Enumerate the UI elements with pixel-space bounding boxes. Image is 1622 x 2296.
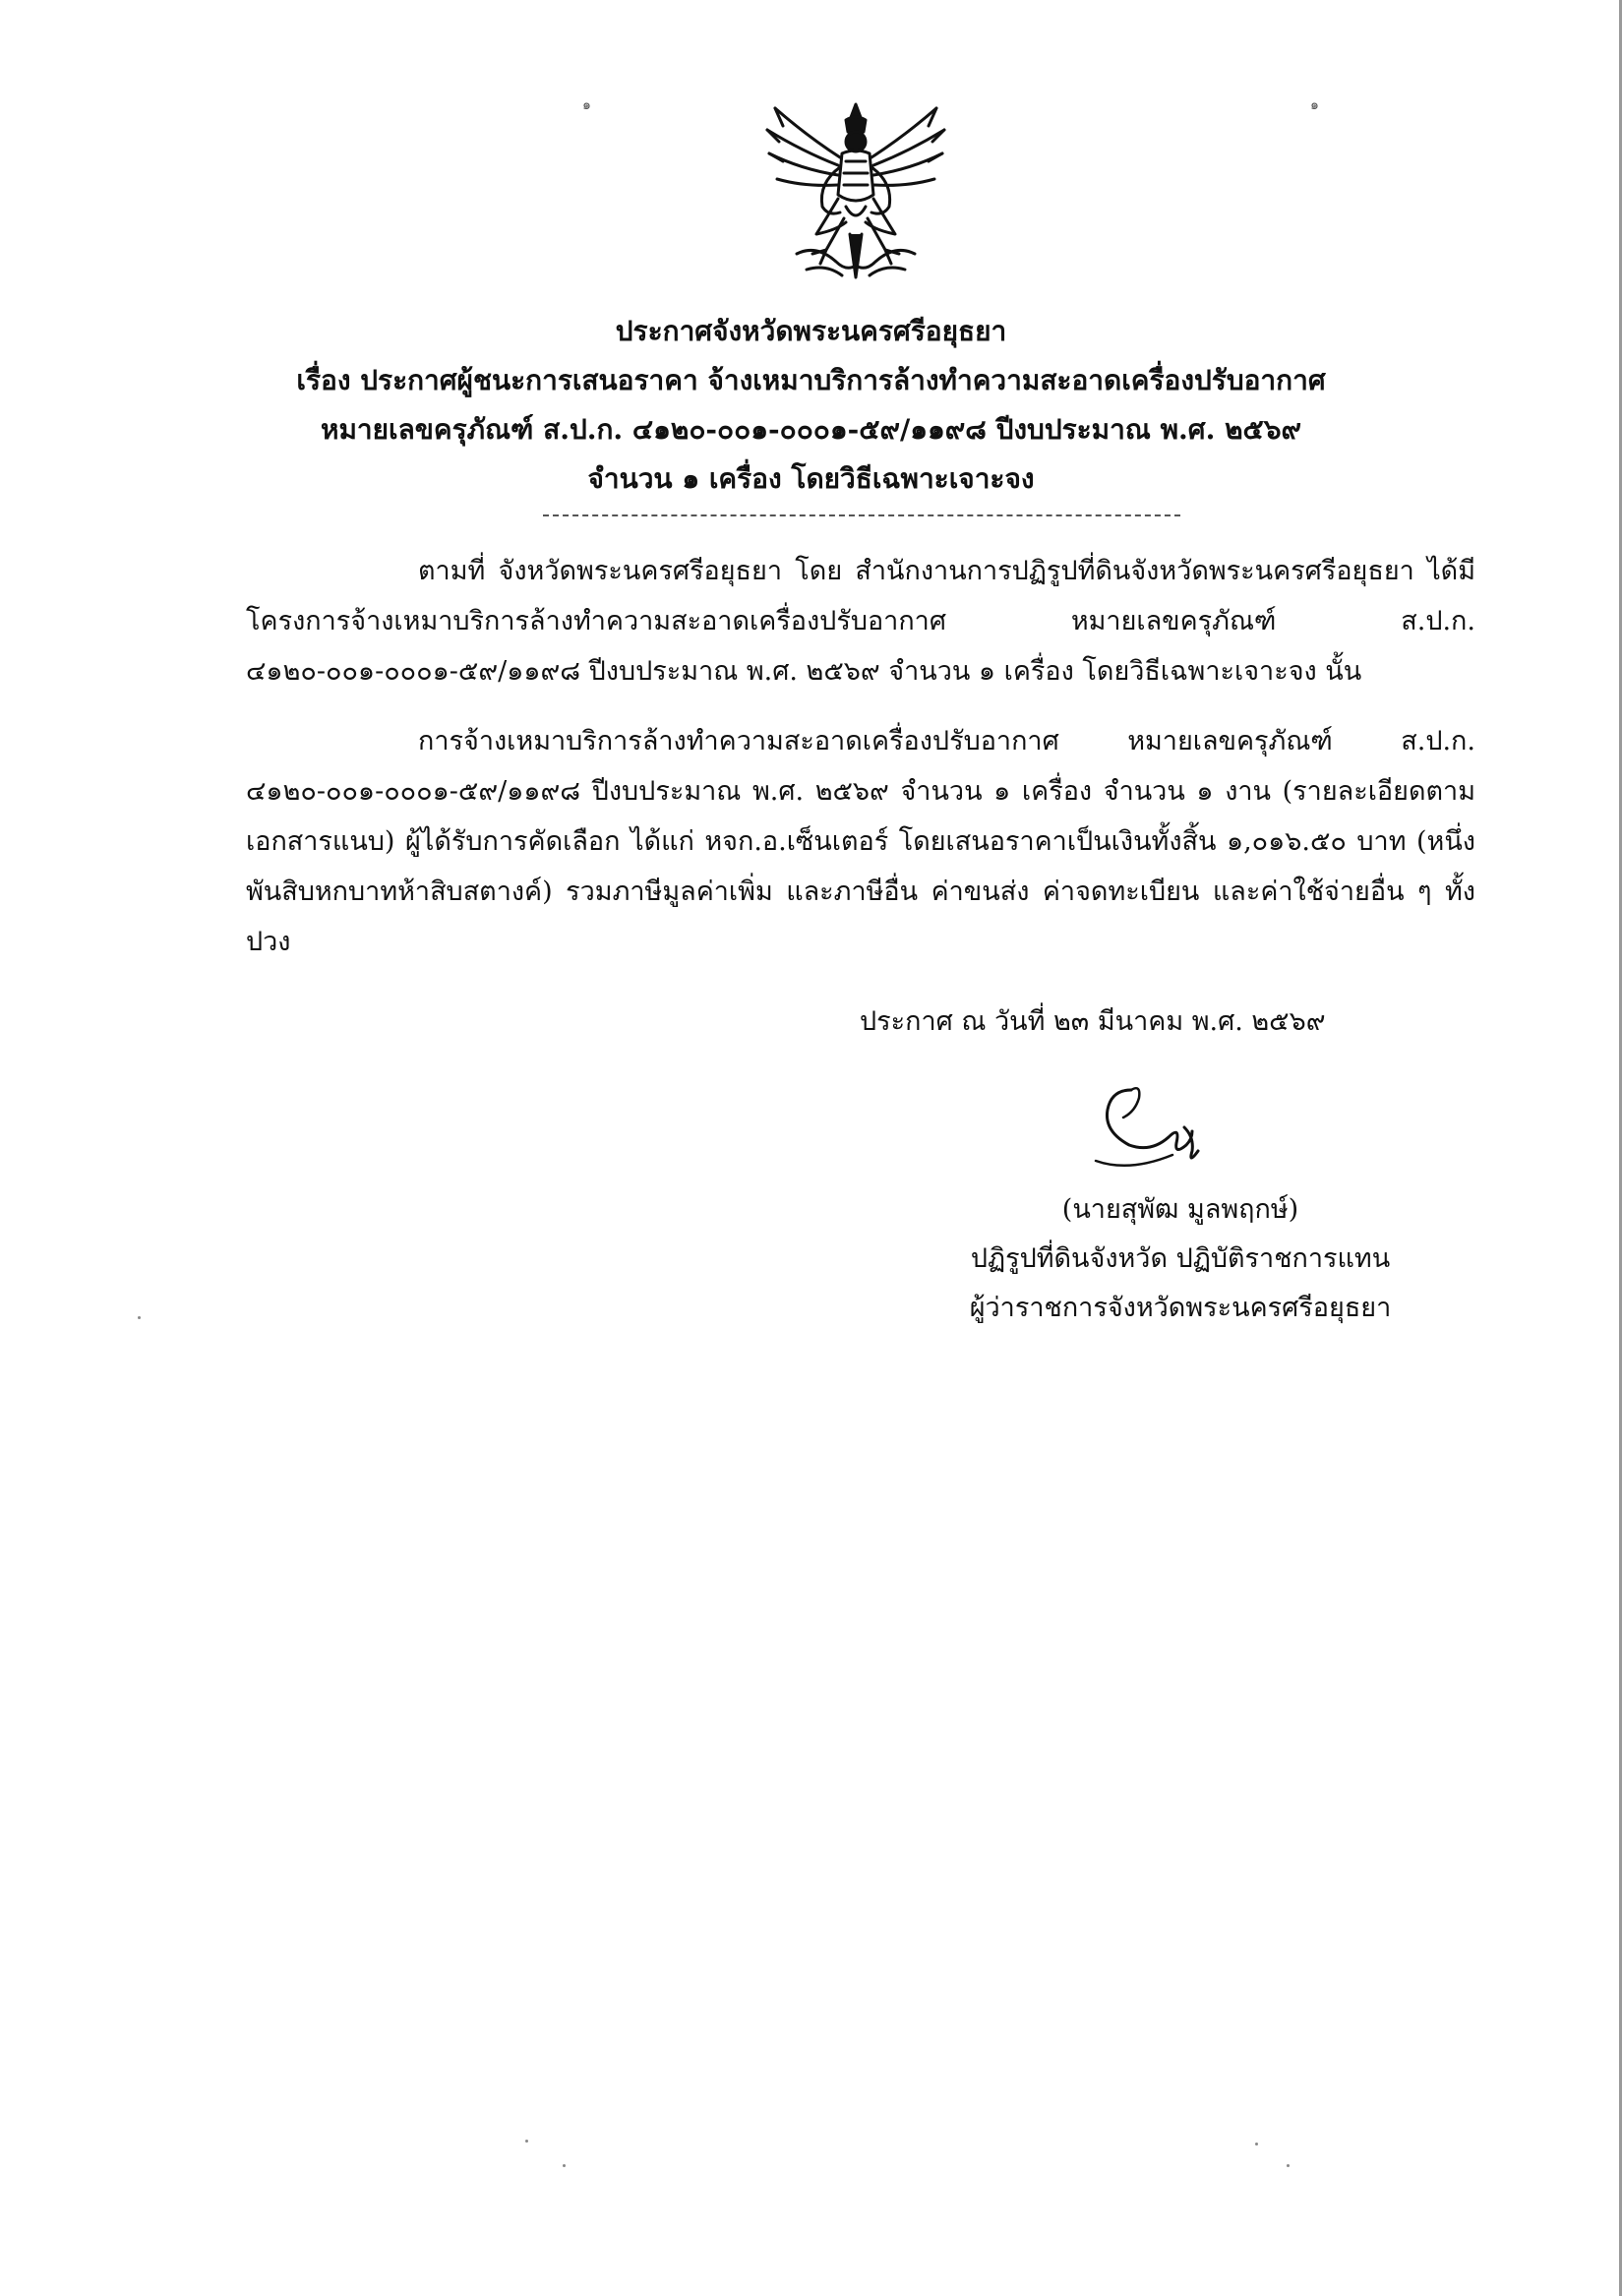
scan-speck xyxy=(138,1316,141,1319)
scan-speck xyxy=(1255,2143,1258,2145)
signatory-position: ปฏิรูปที่ดินจังหวัด ปฏิบัติราชการแทน xyxy=(970,1243,1391,1274)
body-paragraph-2: การจ้างเหมาบริการล้างทำความสะอาดเครื่องปรับอากาศ หมายเลขครุภัณฑ์ ส.ป.ก. ๔๑๒๐-๐๐๑-๐๐๐๑-๕๙/๑๑๙๘ ปีงบประมาณ พ.ศ. ๒๕๖๙ จำนวน ๑ เครื่อง จำนวน ๑ งาน (รายละเอียดตามเอกสารแนบ) ผู้ได้รับการคัดเลือก ได้แก่ หจก.อ.เซ็นเตอร์ โดยเสนอราคาเป็นเงินทั้งสิ้น ๑,๐๑๖.๕๐ บาท (หนึ่งพันสิบหกบาทห้าสิบสตางค์) รวมภาษีมูลค่าเพิ่ม และภาษีอื่น ค่าขนส่ง ค่าจดทะเบียน และค่าใช้จ่ายอื่น ๆ ทั้งปวง xyxy=(246,726,1475,957)
page-mark-left: ๑ xyxy=(582,97,591,113)
header-subject: เรื่อง ประกาศผู้ชนะการเสนอราคา จ้างเหมาบริการล้างทำความสะอาดเครื่องปรับอากาศ xyxy=(296,364,1326,396)
page-mark-right: ๑ xyxy=(1310,97,1319,113)
signatory-name: (นายสุพัฒ มูลพฤกษ์) xyxy=(1061,1194,1299,1225)
scan-speck xyxy=(1287,2164,1290,2167)
header-title: ประกาศจังหวัดพระนครศรีอยุธยา xyxy=(615,315,1007,347)
announcement-body xyxy=(246,546,1475,987)
scan-speck xyxy=(525,2140,528,2143)
body-paragraph-1: ตามที่ จังหวัดพระนครศรีอยุธยา โดย สำนักงานการปฏิรูปที่ดินจังหวัดพระนครศรีอยุธยา ได้มีโครงการจ้างเหมาบริการล้างทำความสะอาดเครื่องปรับอากาศ หมายเลขครุภัณฑ์ ส.ป.ก. ๔๑๒๐-๐๐๑-๐๐๐๑-๕๙/๑๑๙๘ ปีงบประมาณ พ.ศ. ๒๕๖๙ จำนวน ๑ เครื่อง โดยวิธีเฉพาะเจาะจง นั้น xyxy=(246,556,1475,687)
header-asset-number: หมายเลขครุภัณฑ์ ส.ป.ก. ๔๑๒๐-๐๐๑-๐๐๐๑-๕๙/๑๑๙๘ ปีงบประมาณ พ.ศ. ๒๕๖๙ xyxy=(321,413,1301,446)
announcement-header xyxy=(0,307,1622,504)
scan-speck xyxy=(563,2164,566,2167)
handwritten-signature xyxy=(1090,1082,1218,1176)
header-quantity: จำนวน ๑ เครื่อง โดยวิธีเฉพาะเจาะจง xyxy=(587,462,1035,495)
signatory-block xyxy=(885,1185,1475,1333)
garuda-emblem xyxy=(757,96,954,283)
header-divider xyxy=(543,514,1180,516)
signatory-authority: ผู้ว่าราชการจังหวัดพระนครศรีอยุธยา xyxy=(969,1293,1392,1323)
announcement-date: ประกาศ ณ วันที่ ๒๓ มีนาคม พ.ศ. ๒๕๖๙ xyxy=(860,1006,1326,1037)
